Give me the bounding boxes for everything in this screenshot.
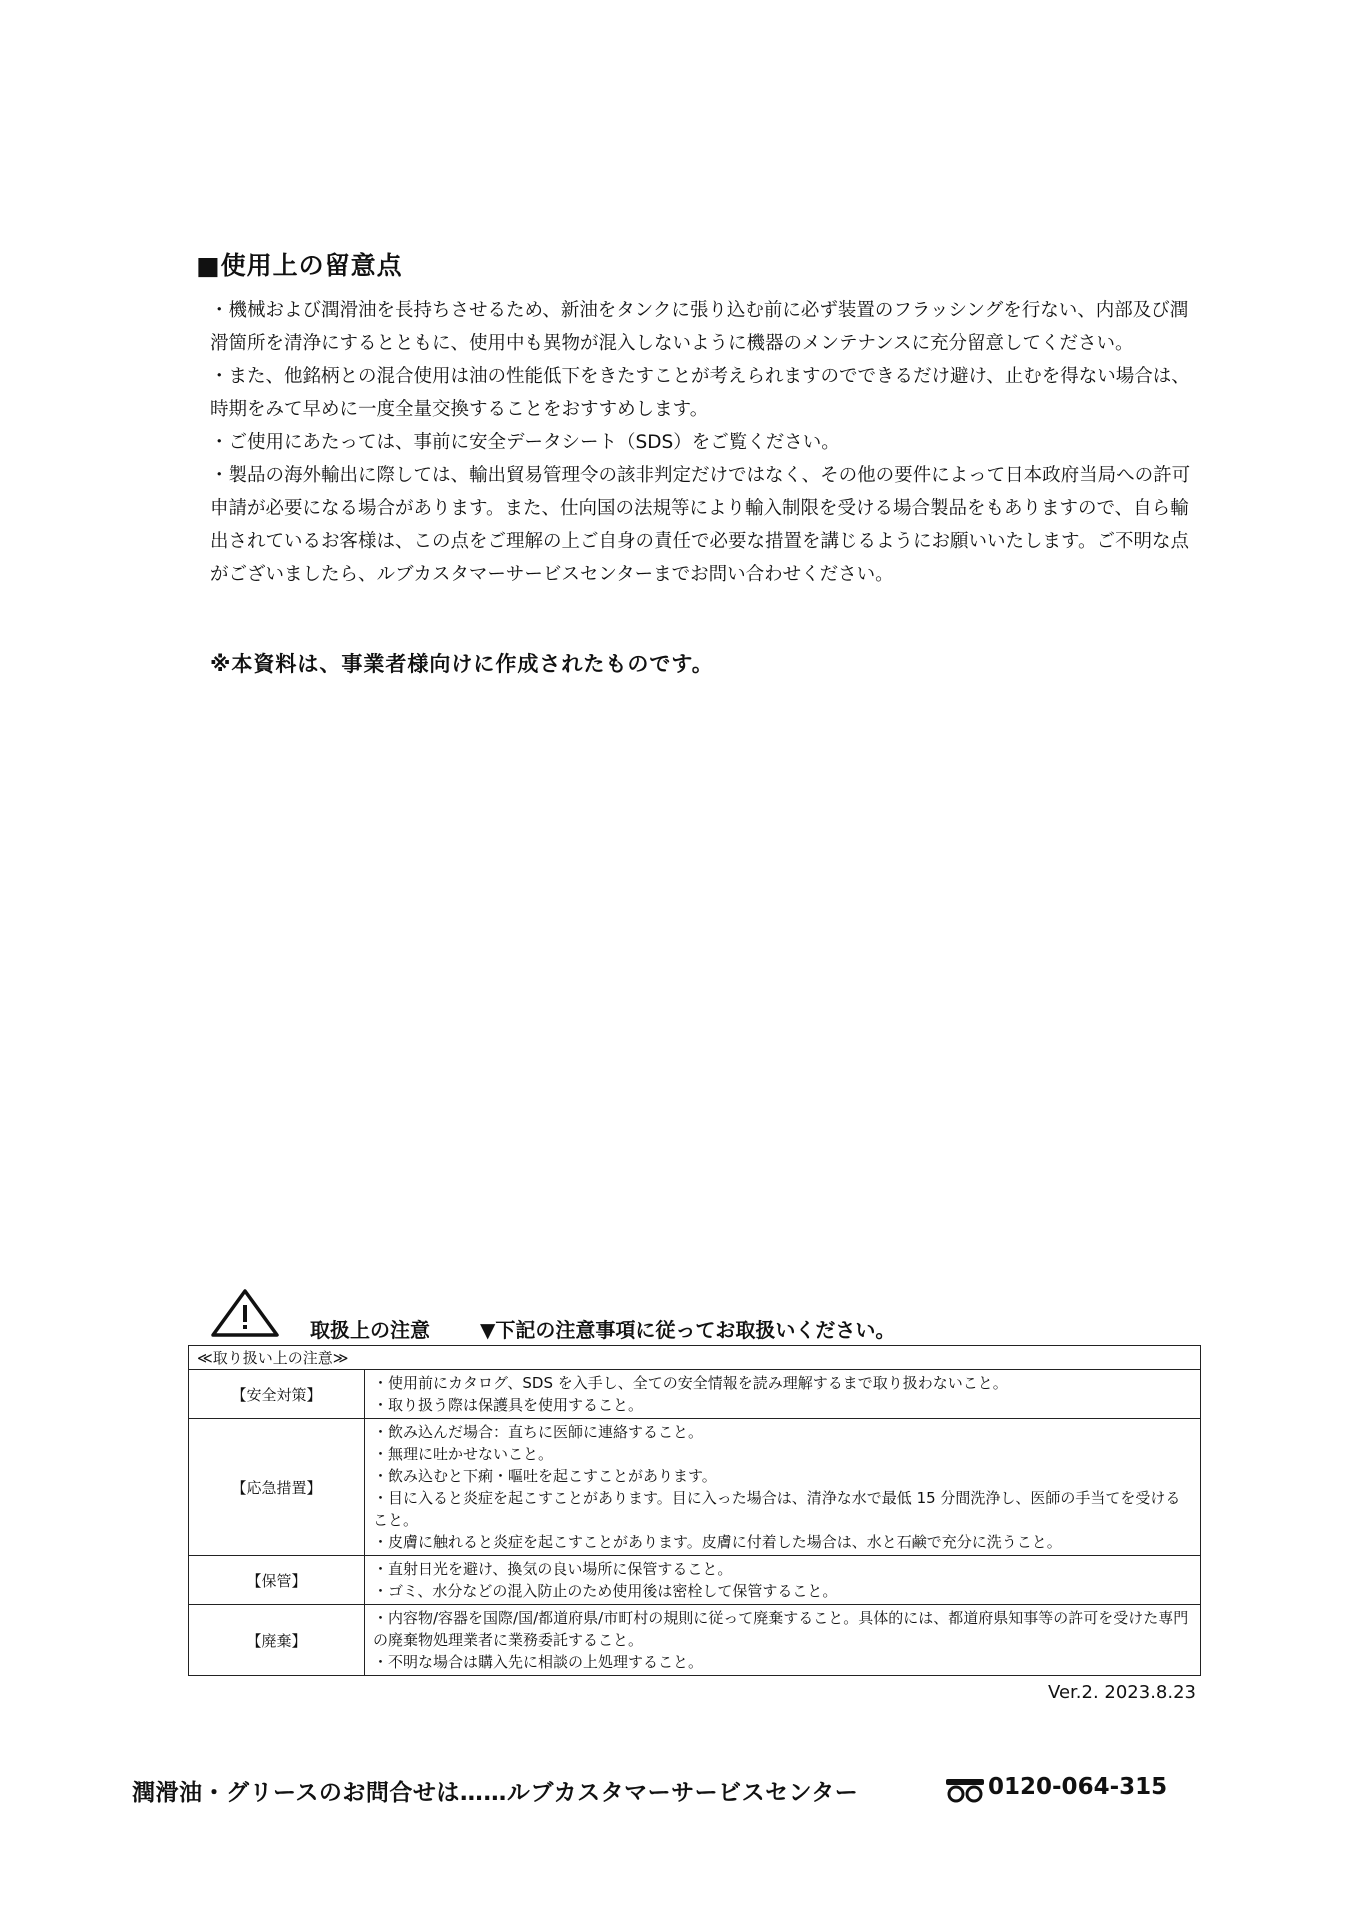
- table-row: [189, 1556, 1201, 1605]
- footer-phone: 0120-064-315: [988, 1774, 1168, 1800]
- table-row: [189, 1605, 1201, 1676]
- list-item: ・皮膚に触れると炎症を起こすことがあります。皮膚に付着した場合は、水と石鹸で充分に洗うこと。: [373, 1533, 1062, 1551]
- version-label: Ver.2. 2023.8.23: [1048, 1682, 1196, 1703]
- list-item: ・飲み込むと下痢・嘔吐を起こすことがあります。: [373, 1467, 717, 1485]
- list-item: ・ゴミ、水分などの混入防止のため使用後は密栓して保管すること。: [373, 1582, 838, 1600]
- category-cell: 【保管】: [189, 1556, 365, 1605]
- note-paragraph: ・製品の海外輸出に際しては、輸出貿易管理令の該非判定だけではなく、その他の要件によって日本政府当局への許可申請が必要になる場合があります。また、仕向国の法規等により輸入制限を受ける場合製品をもありますので、自ら輸出されているお客様は、この点をご理解の上ご自身の責任で必要な措置を講じるようにお願いいたします。ご不明な点がございましたら、ルブカスタマーサービスセンターまでお問い合わせください。: [210, 465, 1191, 585]
- table-header-row: [189, 1346, 1201, 1370]
- list-item: ・使用前にカタログ、SDS を入手し、全ての安全情報を読み理解するまで取り扱わないこと。: [373, 1374, 1008, 1392]
- table-row: [189, 1370, 1201, 1419]
- caution-table: [188, 1345, 1201, 1676]
- items-cell: [365, 1370, 1201, 1419]
- freedial-icon: [945, 1776, 985, 1804]
- footer-contact: 潤滑油・グリースのお問合せは……ルブカスタマーサービスセンター: [132, 1780, 859, 1806]
- list-item: ・目に入ると炎症を起こすことがあります。目に入った場合は、清浄な水で最低 15 分間洗浄し、医師の手当てを受けること。: [373, 1489, 1181, 1529]
- items-cell: [365, 1556, 1201, 1605]
- note-paragraph: ・機械および潤滑油を長持ちさせるため、新油をタンクに張り込む前に必ず装置のフラッシングを行ない、内部及び潤滑箇所を清浄にするとともに、使用中も異物が混入しないように機器のメンテナンスに充分留意してください。: [210, 300, 1189, 354]
- note-paragraph: ・ご使用にあたっては、事前に安全データシート（SDS）をご覧ください。: [210, 432, 840, 453]
- note-paragraph: ・また、他銘柄との混合使用は油の性能低下をきたすことが考えられますのでできるだけ避け、止むを得ない場合は、時期をみて早めに一度全量交換することをおすすめします。: [210, 366, 1190, 420]
- category-cell: 【応急措置】: [189, 1419, 365, 1556]
- section-title: ■使用上の留意点: [196, 251, 403, 280]
- items-cell: [365, 1605, 1201, 1676]
- table-row: [189, 1419, 1201, 1556]
- caution-header: [210, 1288, 1200, 1342]
- category-cell: 【安全対策】: [189, 1370, 365, 1419]
- list-item: ・不明な場合は購入先に相談の上処理すること。: [373, 1653, 704, 1671]
- warning-triangle-icon: [210, 1288, 280, 1338]
- disclaimer: ※本資料は、事業者様向けに作成されたものです。: [210, 652, 714, 676]
- table-header: ≪取り扱い上の注意≫: [189, 1346, 1201, 1370]
- list-item: ・内容物/容器を国際/国/都道府県/市町村の規則に従って廃棄すること。具体的には、都道府県知事等の許可を受けた専門の廃棄物処理業者に業務委託すること。: [373, 1609, 1189, 1649]
- caution-instruction: ▼下記の注意事項に従ってお取扱いください。: [480, 1318, 896, 1342]
- usage-notes: [210, 294, 1200, 591]
- list-item: ・無理に吐かせないこと。: [373, 1445, 554, 1463]
- list-item: ・取り扱う際は保護具を使用すること。: [373, 1396, 644, 1414]
- category-cell: 【廃棄】: [189, 1605, 365, 1676]
- list-item: ・直射日光を避け、換気の良い場所に保管すること。: [373, 1560, 733, 1578]
- list-item: ・飲み込んだ場合：直ちに医師に連絡すること。: [373, 1423, 704, 1441]
- caution-title: 取扱上の注意: [310, 1318, 430, 1342]
- items-cell: [365, 1419, 1201, 1556]
